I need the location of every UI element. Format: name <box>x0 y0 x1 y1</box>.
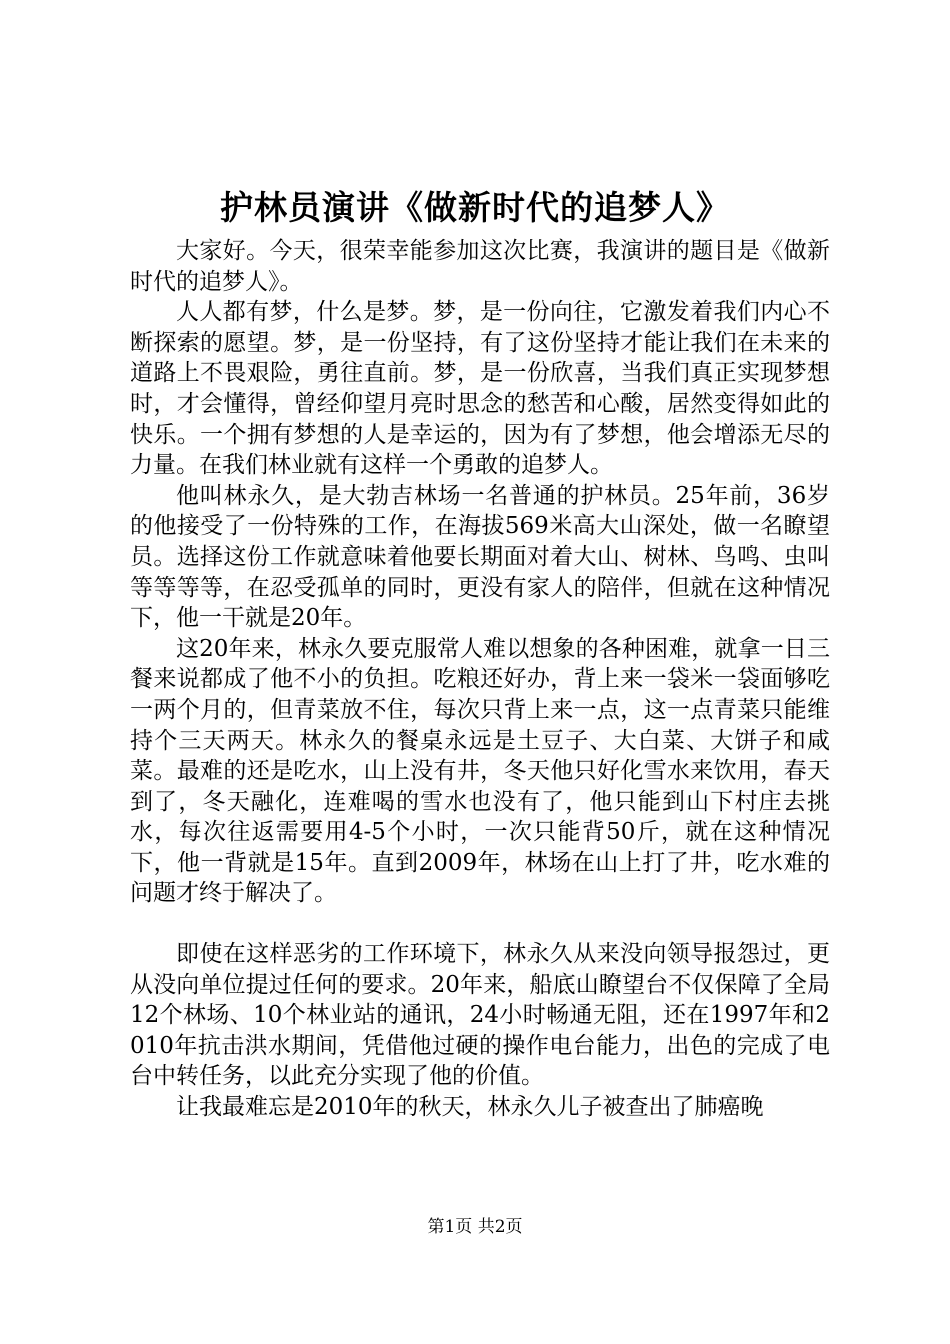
paragraph-greeting: 大家好。今天，很荣幸能参加这次比赛，我演讲的题目是《做新时代的追梦人》。 <box>130 238 830 295</box>
document-title: 护林员演讲《做新时代的追梦人》 <box>220 188 730 227</box>
paragraph-dream: 人人都有梦，什么是梦。梦，是一份向往，它激发着我们内心不断探索的愿望。梦，是一份坚持，有了这份坚持才能让我们在未来的道路上不畏艰险，勇往直前。梦，是一份欣喜，当我们真正实现梦想时，才会懂得，曾经仰望月亮时思念的愁苦和心酸，居然变得如此的快乐。一个拥有梦想的人是幸运的，因为有了梦想，他会增添无尽的力量。在我们林业就有这样一个勇敢的追梦人。 <box>130 299 830 479</box>
paragraph-introduction: 他叫林永久，是大勃吉林场一名普通的护林员。25年前，36岁的他接受了一份特殊的工作，在海拔569米高大山深处，做一名瞭望员。选择这份工作就意味着他要长期面对着大山、树林、鸟鸣、虫叫等等等等，在忍受孤单的同时，更没有家人的陪伴，但就在这种情况下，他一干就是20年。 <box>130 482 830 632</box>
page-number-footer: 第1页 共2页 <box>427 1217 523 1237</box>
paragraph-hardships: 这20年来，林永久要克服常人难以想象的各种困难，就拿一日三餐来说都成了他不小的负担。吃粮还好办，背上来一袋米一袋面够吃一两个月的，但青菜放不住，每次只背上来一点，这一点青菜只能维持个三天两天。林永久的餐桌永远是土豆子、大白菜、大饼子和咸菜。最难的还是吃水，山上没有井，冬天他只好化雪水来饮用，春天到了，冬天融化，连难喝的雪水也没有了，他只能到山下村庄去挑水，每次往返需要用4-5个小时，一次只能背50斤，就在这种情况下，他一背就是15年。直到2009年，林场在山上打了井，吃水难的问题才终于解决了。 <box>130 635 830 907</box>
paragraph-memory: 让我最难忘是2010年的秋天，林永久儿子被查出了肺癌晚 <box>176 1094 764 1121</box>
document-body <box>130 236 830 1123</box>
paragraph-dedication: 即使在这样恶劣的工作环境下，林永久从来没向领导报怨过，更从没向单位提过任何的要求。20年来，船底山瞭望台不仅保障了全局12个林场、10个林业站的通讯，24小时畅通无阻，还在1997年和2010年抗击洪水期间，凭借他过硬的操作电台能力，出色的完成了电台中转任务，以此充分实现了他的价值。 <box>130 941 830 1090</box>
